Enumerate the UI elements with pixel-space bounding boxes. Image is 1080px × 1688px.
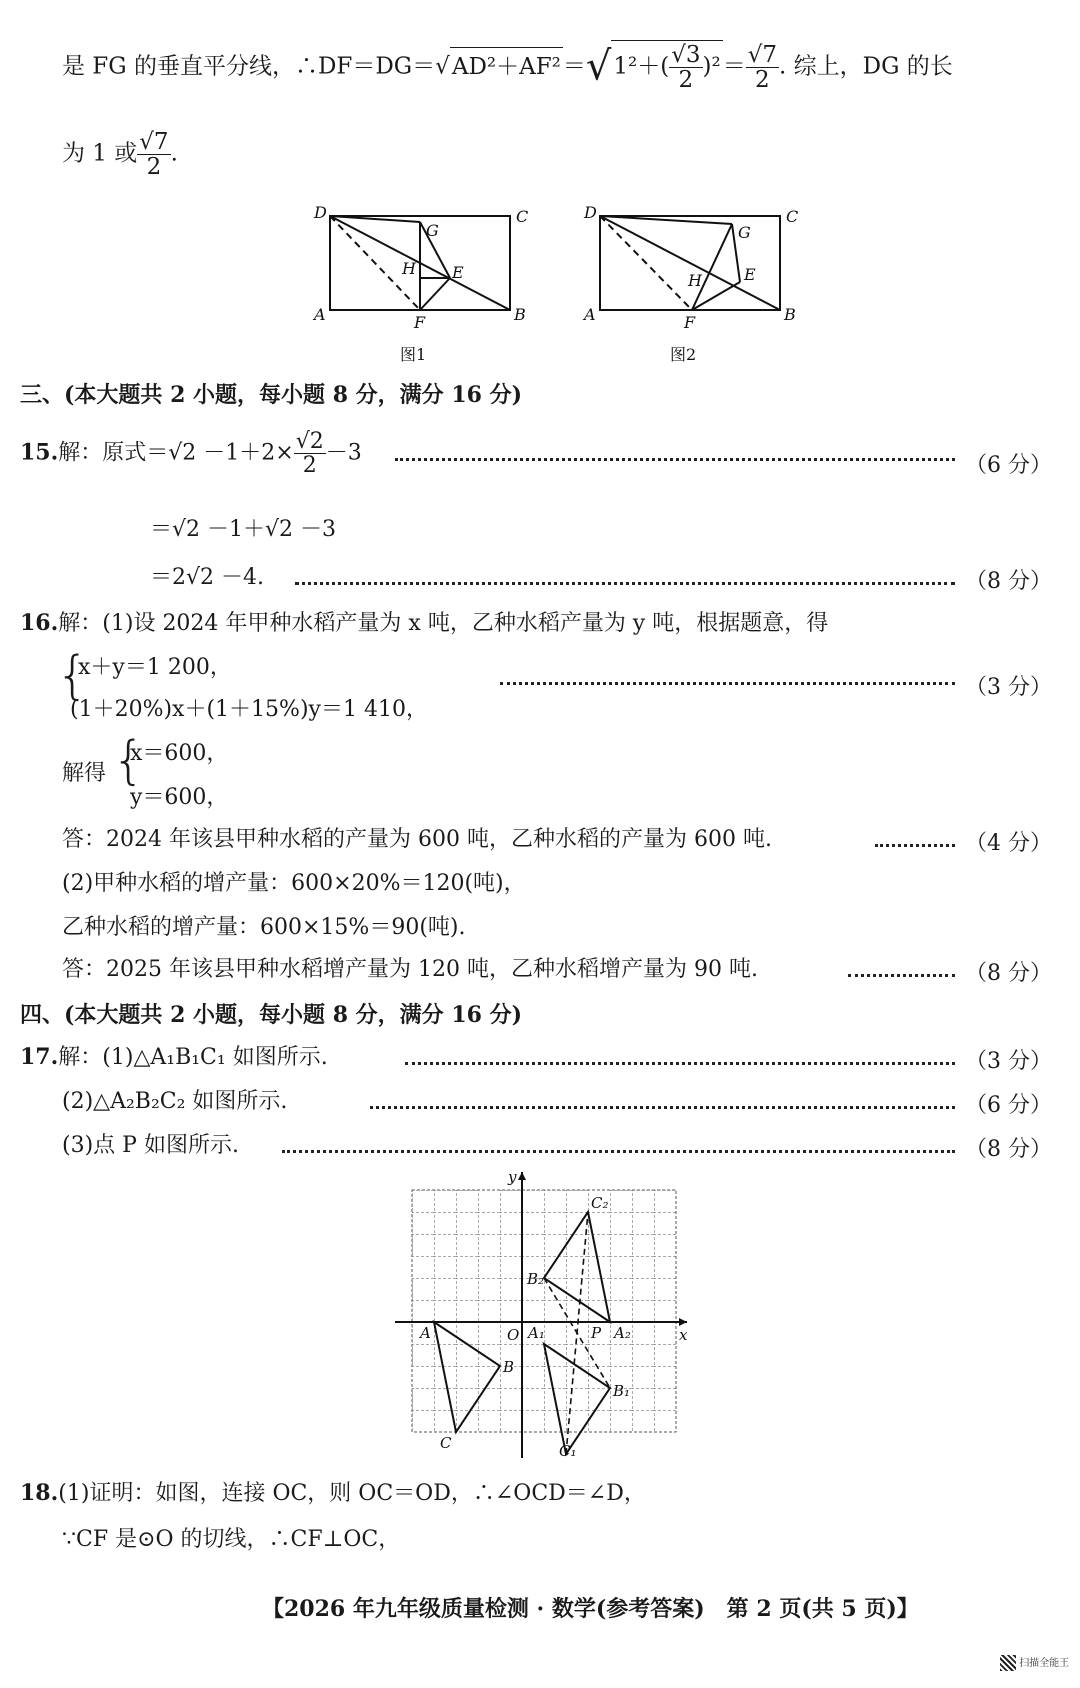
- q17-line-2: (2)△A₂B₂C₂ 如图所示.: [62, 1089, 288, 1114]
- fig2-label-F: F: [684, 313, 696, 332]
- top-line1-prefix: 是 FG 的垂直平分线，∴DF＝DG＝: [62, 53, 436, 80]
- q15-line1-tail: －3: [325, 440, 362, 466]
- fig2-label-C: C: [786, 207, 799, 226]
- section-4-title: 四、(本大题共 2 小题，每小题 8 分，满分 16 分): [20, 1002, 523, 1028]
- q16-sol2: y＝600，: [130, 785, 229, 810]
- q15-line-2: ＝√2 －1＋√2 －3: [150, 517, 337, 542]
- q15-leader-3: [295, 582, 955, 585]
- q15-frac: $\frac{√2}{2}$: [295, 429, 324, 479]
- grid-label-x: x: [679, 1326, 688, 1344]
- sqrt-symbol: √: [435, 53, 450, 80]
- q16-brace-1: {: [56, 646, 90, 706]
- q17-leader-1: [405, 1062, 955, 1065]
- top-line2-suffix: .: [170, 140, 178, 167]
- q16-score-ans1: （4 分）: [965, 831, 1052, 856]
- q17-leader-3: [282, 1150, 955, 1153]
- fig2-caption: 图2: [670, 345, 697, 364]
- fig1-label-F: F: [414, 313, 426, 332]
- q15-leader-1: [395, 458, 955, 461]
- q16-leader-ans2: [848, 974, 955, 977]
- q16-solve-label: 解得: [62, 761, 107, 786]
- page-footer: 【2026 年九年级质量检测 · 数学(参考答案) 第 2 页(共 5 页)】: [262, 1596, 919, 1622]
- top-sqrt3-frac: $\frac{√3}{2}$: [671, 42, 701, 94]
- q18-line-1: [20, 1476, 646, 1507]
- fig1-label-E: E: [452, 263, 464, 282]
- qr-code-icon: [1000, 1655, 1016, 1671]
- top-line1-suffix: . 综上，DG 的长: [779, 53, 953, 80]
- figure-1: [300, 198, 540, 368]
- top-line1-sqrt1: AD²＋AF²: [450, 47, 563, 81]
- q15-number: 15.: [20, 439, 59, 466]
- q18-line1-text: (1)证明：如图，连接 OC，则 OC＝OD，∴∠OCD＝∠D，: [58, 1481, 646, 1506]
- q17-score-3: （8 分）: [965, 1137, 1052, 1162]
- fig1-label-A: A: [314, 305, 326, 324]
- section-3-title: 三、(本大题共 2 小题，每小题 8 分，满分 16 分): [20, 382, 523, 408]
- fig2-label-E: E: [744, 265, 756, 284]
- top-result-frac: $\frac{√7}{2}$: [747, 42, 778, 94]
- top-line-1: [62, 40, 953, 92]
- top-line-2: [62, 130, 178, 179]
- q17-line-1: [20, 1040, 328, 1071]
- fig1-caption: 图1: [400, 345, 427, 364]
- q16-brace-2: {: [112, 731, 146, 791]
- q15-score-1: （6 分）: [965, 453, 1052, 478]
- grid-label-P: P: [591, 1324, 602, 1342]
- q16-intro-text: 解：(1)设 2024 年甲种水稻产量为 x 吨，乙种水稻产量为 y 吨，根据题意，得: [58, 611, 829, 636]
- top-line1-eq2: ＝: [722, 53, 746, 80]
- scanner-watermark: [1000, 1654, 1069, 1671]
- top-line1-sqrt2: 1²＋( $\frac{√3}{2}$ )²: [613, 42, 721, 94]
- grid-label-A2: A₂: [614, 1324, 631, 1342]
- q16-eq2: (1＋20%)x＋(1＋15%)y＝1 410，: [70, 697, 428, 722]
- q15-line-3: ＝2√2 －4.: [150, 565, 264, 590]
- q17-line-3: (3)点 P 如图所示.: [62, 1133, 239, 1158]
- fig1-label-D: D: [314, 203, 327, 222]
- sqrt-symbol-big: √: [585, 43, 612, 90]
- grid-label-C2: C₂: [591, 1194, 609, 1212]
- q17-grid-figure: [395, 1168, 695, 1458]
- q16-answer-1: 答：2024 年该县甲种水稻的产量为 600 吨，乙种水稻的产量为 600 吨.: [62, 827, 772, 852]
- q17-line1-text: 解：(1)△A₁B₁C₁ 如图所示.: [58, 1045, 328, 1070]
- q17-number: 17.: [20, 1044, 59, 1070]
- q18-line-2: ∵CF 是⊙O 的切线，∴CF⊥OC，: [62, 1527, 401, 1552]
- fig2-label-B: B: [784, 305, 796, 324]
- q16-answer-2: 答：2025 年该县甲种水稻增产量为 120 吨，乙种水稻增产量为 90 吨.: [62, 957, 758, 982]
- watermark-text: 扫描全能王: [1019, 1658, 1070, 1669]
- q16-part2-line1: (2)甲种水稻的增产量：600×20%＝120(吨)，: [62, 871, 526, 896]
- fig2-label-H: H: [688, 271, 702, 290]
- q15-score-3: （8 分）: [965, 569, 1052, 594]
- figure-2: [570, 198, 810, 368]
- q17-score-1: （3 分）: [965, 1049, 1052, 1074]
- fig1-label-H: H: [402, 259, 416, 278]
- fig2-label-A: A: [584, 305, 596, 324]
- q16-sol1: x＝600，: [130, 741, 229, 766]
- grid-label-B1: B₁: [613, 1382, 631, 1400]
- q18-number: 18.: [20, 1480, 59, 1506]
- fig1-label-G: G: [426, 221, 439, 240]
- q17-score-2: （6 分）: [965, 1093, 1052, 1118]
- q15-line-1: [20, 430, 362, 477]
- fig2-label-D: D: [584, 203, 597, 222]
- grid-label-B: B: [503, 1358, 515, 1376]
- grid-label-A1: A₁: [528, 1324, 545, 1342]
- grid-label-y: y: [508, 1168, 517, 1186]
- q16-leader-ans1: [875, 844, 955, 847]
- top-line2-frac: $\frac{√7}{2}$: [139, 129, 169, 181]
- q17-leader-2: [370, 1106, 955, 1109]
- fig2-label-G: G: [738, 223, 751, 242]
- fig1-label-B: B: [514, 305, 526, 324]
- grid-label-C1: C₁: [559, 1442, 577, 1458]
- q16-intro: [20, 606, 828, 637]
- q16-number: 16.: [20, 610, 59, 636]
- q15-line1-text: 解：原式＝√2 －1＋2×: [58, 440, 294, 466]
- grid-label-C: C: [440, 1434, 452, 1452]
- top-line1-eq: ＝: [562, 53, 586, 80]
- q16-eq1: x＋y＝1 200，: [78, 655, 232, 680]
- q16-score-eq: （3 分）: [965, 675, 1052, 700]
- q16-part2-line2: 乙种水稻的增产量：600×15%＝90(吨).: [62, 915, 466, 940]
- q16-score-ans2: （8 分）: [965, 961, 1052, 986]
- grid-label-O: O: [507, 1326, 520, 1344]
- q16-leader-eq: [500, 682, 955, 685]
- top-line2-prefix: 为 1 或: [62, 140, 138, 167]
- fig1-label-C: C: [516, 207, 529, 226]
- grid-label-A: A: [420, 1324, 431, 1342]
- grid-label-B2: B₂: [527, 1270, 545, 1288]
